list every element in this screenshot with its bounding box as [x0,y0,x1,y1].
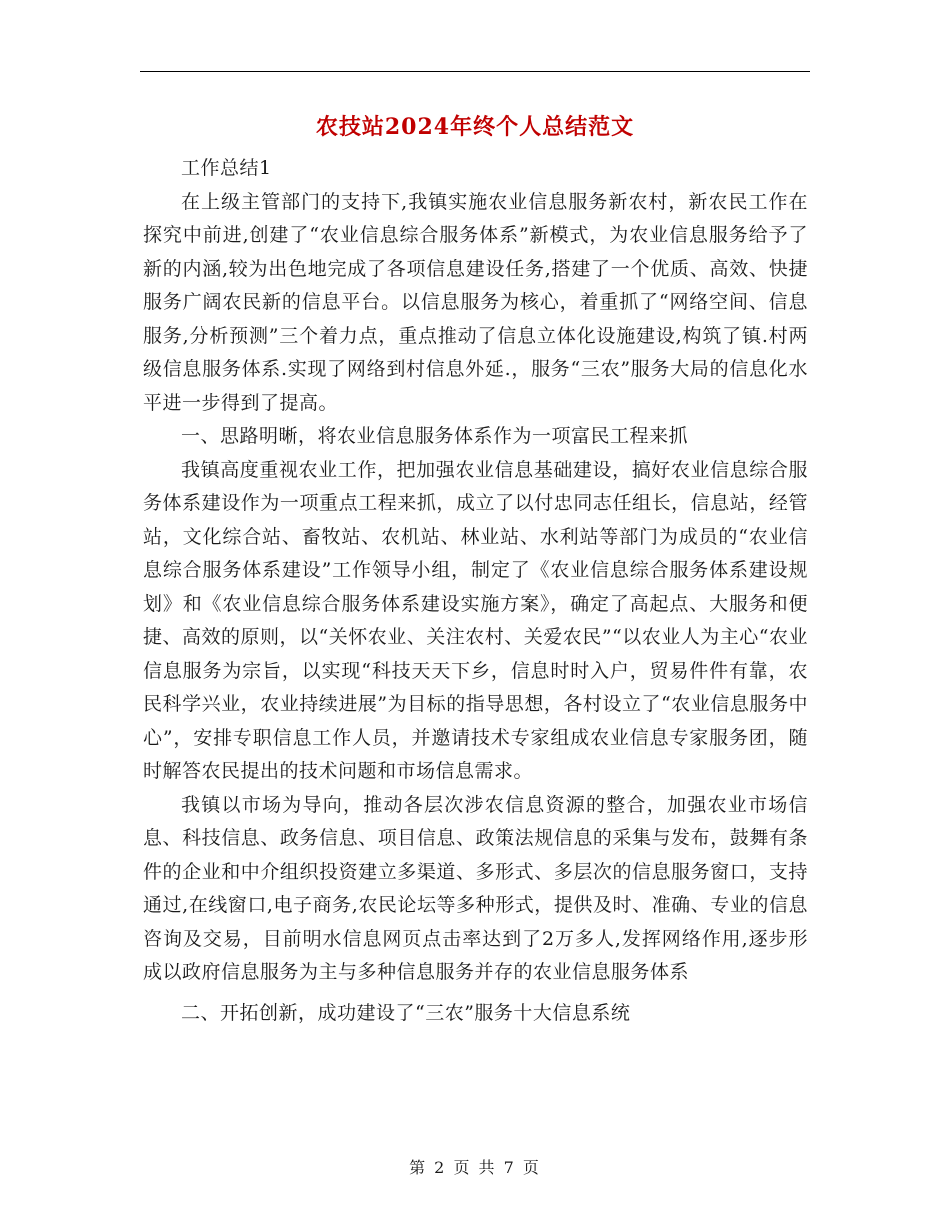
document-body [143,152,808,1030]
paragraph-intro: 在上级主管部门的支持下,我镇实施农业信息服务新农村，新农民工作在探究中前进,创建了“农业信息综合服务体系”新模式，为农业信息服务给予了新的内涵,较为出色地完成了各项信息建设任务,搭建了一个优质、高效、快捷服务广阔农民新的信息平台。以信息服务为核心，着重抓了“网络空间、信息服务,分析预测”三个着力点，重点推动了信息立体化设施建设,构筑了镇.村两级信息服务体系.实现了网络到村信息外延.，服务“三农”服务大局的信息化水平进一步得到了提高。 [143,190,808,414]
section-label: 工作总结1 [181,157,272,179]
paragraph-market: 我镇以市场为导向，推动各层次涉农信息资源的整合，加强农业市场信息、科技信息、政务信息、项目信息、政策法规信息的采集与发布，鼓舞有条件的企业和中介组织投资建立多渠道、多形式、多层次的信息服务窗口，支持通过,在线窗口,电子商务,农民论坛等多种形式，提供及时、准确、专业的信息咨询及交易，目前明水信息网页点击率达到了2万多人,发挥网络作用,逐步形成以政府信息服务为主与多种信息服务并存的农业信息服务体系 [143,793,808,983]
page-number: 第 2 页 共 7 页 [409,1158,541,1177]
document-title: 农技站2024年终个人总结范文 [315,114,635,140]
heading-one: 一、思路明晰，将农业信息服务体系作为一项富民工程来抓 [181,425,689,447]
paragraph-leadership: 我镇高度重视农业工作，把加强农业信息基础建设，搞好农业信息综合服务体系建设作为一项重点工程来抓，成立了以付忠同志任组长，信息站，经管站，文化综合站、畜牧站、农机站、林业站、水利站等部门为成员的“农业信息综合服务体系建设”工作领导小组，制定了《农业信息综合服务体系建设规划》和《农业信息综合服务体系建设实施方案》，确定了高起点、大服务和便捷、高效的原则，以“关怀农业、关注农村、关爱农民”“以农业人为主心“农业信息服务为宗旨，以实现“科技天天下乡，信息时时入户，贸易件件有靠，农民科学兴业，农业持续进展”为目标的指导思想，各村设立了“农业信息服务中心”，安排专职信息工作人员，并邀请技术专家组成农业信息专家服务团，随时解答农民提出的技术问题和市场信息需求。 [143,458,808,782]
header-rule [140,71,810,72]
heading-two: 二、开拓创新，成功建设了“三农”服务十大信息系统 [181,1001,631,1024]
